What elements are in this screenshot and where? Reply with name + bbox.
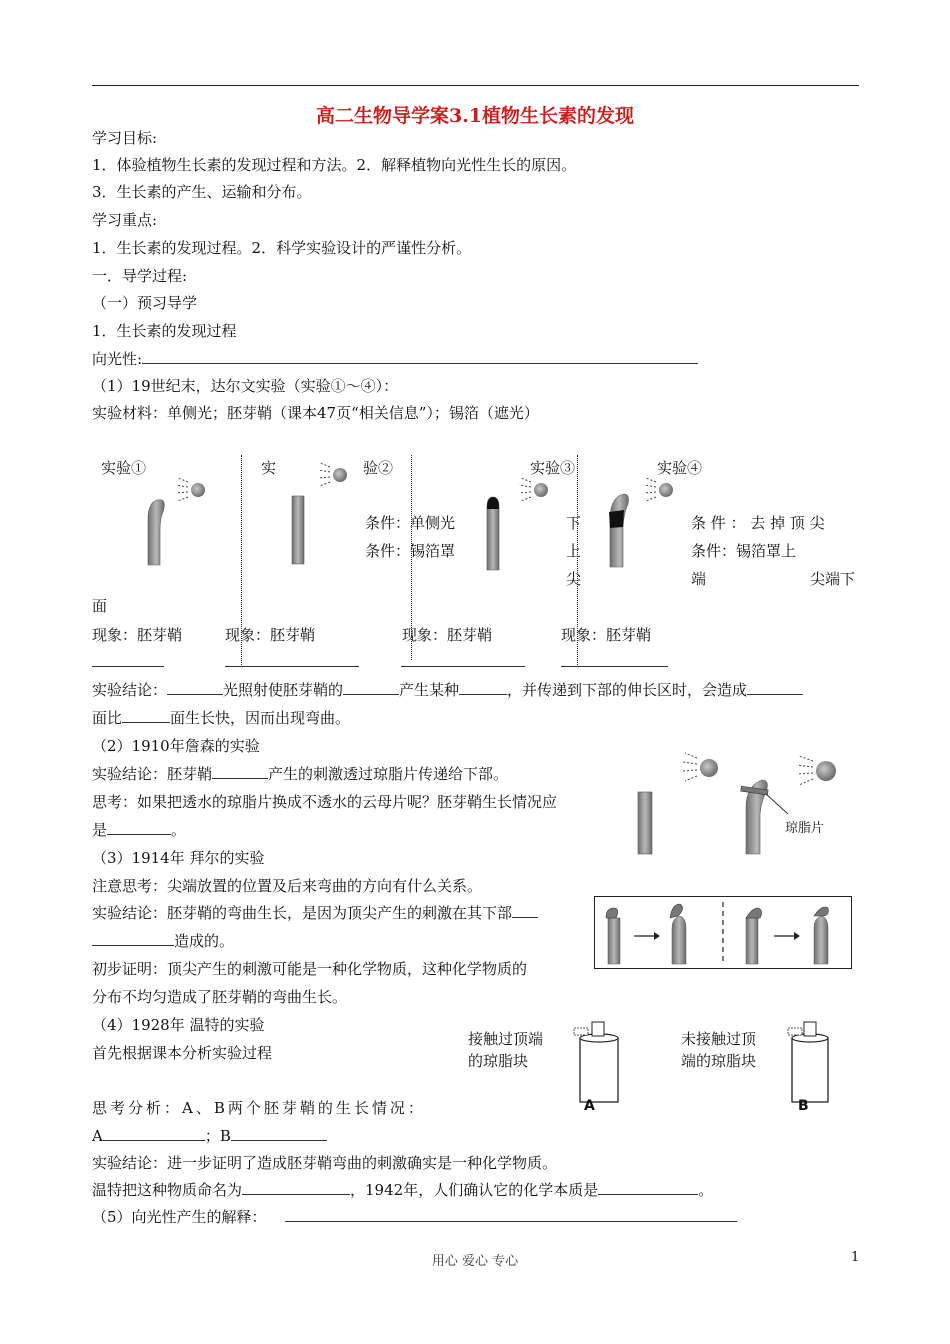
jensen-think-2 <box>92 820 186 840</box>
section-heading: 一．导学过程: <box>92 267 188 285</box>
exp4-label: 实验④ <box>657 459 703 477</box>
text: 是 <box>92 821 108 839</box>
jensen-think: 思考：如果把透水的琼脂片换成不透水的云母片呢？胚芽鞘生长情况应 <box>92 793 558 811</box>
objectives-heading: 学习目标: <box>92 129 158 147</box>
answer-blank[interactable] <box>512 903 538 918</box>
focus-line-1: 1．生长素的发现过程。2．科学实验设计的严谨性分析。 <box>92 239 472 257</box>
answer-blank[interactable] <box>122 708 170 723</box>
went-coleoptile-b <box>786 1018 836 1104</box>
answer-blank[interactable] <box>459 680 507 695</box>
paal-conclusion-2 <box>92 931 234 951</box>
jensen-conclusion <box>92 764 508 784</box>
went-label-b-2: 端的琼脂块 <box>681 1052 757 1070</box>
darwin-heading: （1）19世纪末，达尔文实验（实验①～④）： <box>92 377 399 395</box>
text: ，1942年，人们确认它的化学本质是 <box>350 1181 599 1199</box>
prelim-2: 分布不均匀造成了胚芽鞘的弯曲生长。 <box>92 988 348 1006</box>
answer-blank[interactable] <box>212 764 268 779</box>
answer-blank[interactable] <box>142 349 698 364</box>
text: 实验结论：胚芽鞘的弯曲生长，是因为顶尖产生的刺激在其下部 <box>92 904 513 922</box>
coleoptile-exp2 <box>285 460 355 570</box>
agar-slice-label: 琼脂片 <box>785 821 825 836</box>
condition-light-end: 下 <box>566 514 582 532</box>
went-analysis: 首先根据课本分析实验过程 <box>92 1044 273 1062</box>
went-conclusion: 实验结论：进一步证明了造成胚芽鞘弯曲的刺激确实是一种化学物质。 <box>92 1154 558 1172</box>
answer-blank[interactable] <box>747 680 803 695</box>
exp2-label-a: 实 <box>261 459 277 477</box>
footer: 用心 爱心 专心 <box>431 1254 519 1269</box>
text: A <box>92 1127 103 1145</box>
coleoptile-exp1 <box>140 470 220 570</box>
answer-blank[interactable] <box>598 1180 698 1195</box>
phenomenon-blank-1[interactable] <box>92 652 164 667</box>
phenomenon-3: 现象：胚芽鞘 <box>402 626 493 644</box>
went-coleoptile-a <box>570 1018 620 1104</box>
went-figure-b-label: B <box>798 1098 809 1114</box>
darwin-materials: 实验材料：单侧光；胚芽鞘（课本47页“相关信息”）；锡箔（遮光） <box>92 404 539 422</box>
condition-foil: 条件：锡箔罩 <box>365 542 456 560</box>
answer-blank[interactable] <box>103 1126 205 1141</box>
answer-blank[interactable] <box>285 1207 737 1222</box>
went-name-line <box>92 1180 713 1200</box>
answer-blank[interactable] <box>167 680 223 695</box>
went-label-b-1: 未接触过顶 <box>681 1030 757 1048</box>
condition-end-2: 尖端下 <box>810 570 856 588</box>
condition-remove-tip: 条 件 ： 去 掉 顶 尖 <box>691 514 825 532</box>
text: 造成的。 <box>174 932 235 950</box>
condition-light: 条件：单侧光 <box>365 514 456 532</box>
objectives-line-1: 1．体验植物生长素的发现过程和方法。2．解释植物向光性生长的原因。 <box>92 156 577 174</box>
text: 产生的刺激透过琼脂片传递给下部。 <box>268 765 509 783</box>
text: 产生某种 <box>399 681 460 699</box>
objectives-line-2: 3．生长素的产生、运输和分布。 <box>92 183 312 201</box>
exp2-label-b: 验② <box>363 459 394 477</box>
explain-line <box>92 1207 737 1227</box>
focus-heading: 学习重点: <box>92 211 158 229</box>
phenomenon-blank-4[interactable] <box>561 652 668 667</box>
went-figure-a-label: A <box>584 1098 595 1114</box>
paal-heading: （3）1914年 拜尔的实验 <box>92 849 265 867</box>
coleoptile-exp4 <box>604 472 684 572</box>
went-label-a-2: 的琼脂块 <box>468 1052 529 1070</box>
text: 温特把这种物质命名为 <box>92 1181 243 1199</box>
paal-think: 注意思考：尖端放置的位置及后来弯曲的方向有什么关系。 <box>92 877 483 895</box>
condition-end-1: 端 <box>691 570 707 588</box>
went-ab-line <box>92 1126 327 1146</box>
text: 。 <box>698 1181 714 1199</box>
text: 面生长快，因而出现弯曲。 <box>170 709 351 727</box>
page-title: 高二生物导学案3.1植物生长素的发现 <box>315 105 635 127</box>
answer-blank[interactable] <box>242 1180 350 1195</box>
went-label-a-1: 接触过顶端 <box>468 1030 544 1048</box>
answer-blank[interactable] <box>107 820 171 835</box>
text: ，并传递到下部的伸长区时，会造成 <box>507 681 748 699</box>
header-rule <box>92 85 859 86</box>
phenomenon-blank-3[interactable] <box>401 652 525 667</box>
exp3-label: 实验③ <box>530 459 576 477</box>
text: （5）向光性产生的解释： <box>92 1208 267 1226</box>
text: 。 <box>171 821 187 839</box>
mian-text: 面 <box>92 597 108 615</box>
answer-blank[interactable] <box>92 931 174 946</box>
went-heading: （4）1928年 温特的实验 <box>92 1016 265 1034</box>
prelim-1: 初步证明：顶尖产生的刺激可能是一种化学物质，这种化学物质的 <box>92 960 528 978</box>
text: 光照射使胚芽鞘的 <box>223 681 344 699</box>
jensen-figure <box>628 750 868 860</box>
darwin-conclusion <box>92 680 803 700</box>
text: 面比 <box>92 709 123 727</box>
phenomenon-1: 现象：胚芽鞘 <box>92 626 183 644</box>
phototropism-line <box>92 349 698 369</box>
paal-conclusion <box>92 903 538 923</box>
answer-blank[interactable] <box>231 1126 327 1141</box>
went-think: 思考分析：A、B两个胚芽鞘的生长情况： <box>92 1099 426 1117</box>
condition-foil-end: 上 <box>566 542 582 560</box>
phenomenon-2: 现象：胚芽鞘 <box>225 626 316 644</box>
text: 实验结论： <box>92 681 168 699</box>
condition-tip-end: 尖 <box>566 570 582 588</box>
phenomenon-4: 现象：胚芽鞘 <box>561 626 652 644</box>
topic-heading: 1．生长素的发现过程 <box>92 322 237 340</box>
text: 实验结论：胚芽鞘 <box>92 765 213 783</box>
answer-blank[interactable] <box>343 680 399 695</box>
exp1-label: 实验① <box>101 459 147 477</box>
coleoptile-exp3 <box>483 475 563 575</box>
phenomenon-blank-2[interactable] <box>225 652 359 667</box>
subsection-heading: （一）预习导学 <box>92 294 198 312</box>
phototropism-label: 向光性: <box>92 350 143 368</box>
darwin-conclusion-2 <box>92 708 350 728</box>
page-number: 1 <box>851 1250 860 1265</box>
text: ；B <box>204 1127 231 1145</box>
paal-figure <box>594 896 854 970</box>
jensen-heading: （2）1910年詹森的实验 <box>92 737 260 755</box>
condition-foil-cover: 条件：锡箔罩上 <box>691 542 797 560</box>
